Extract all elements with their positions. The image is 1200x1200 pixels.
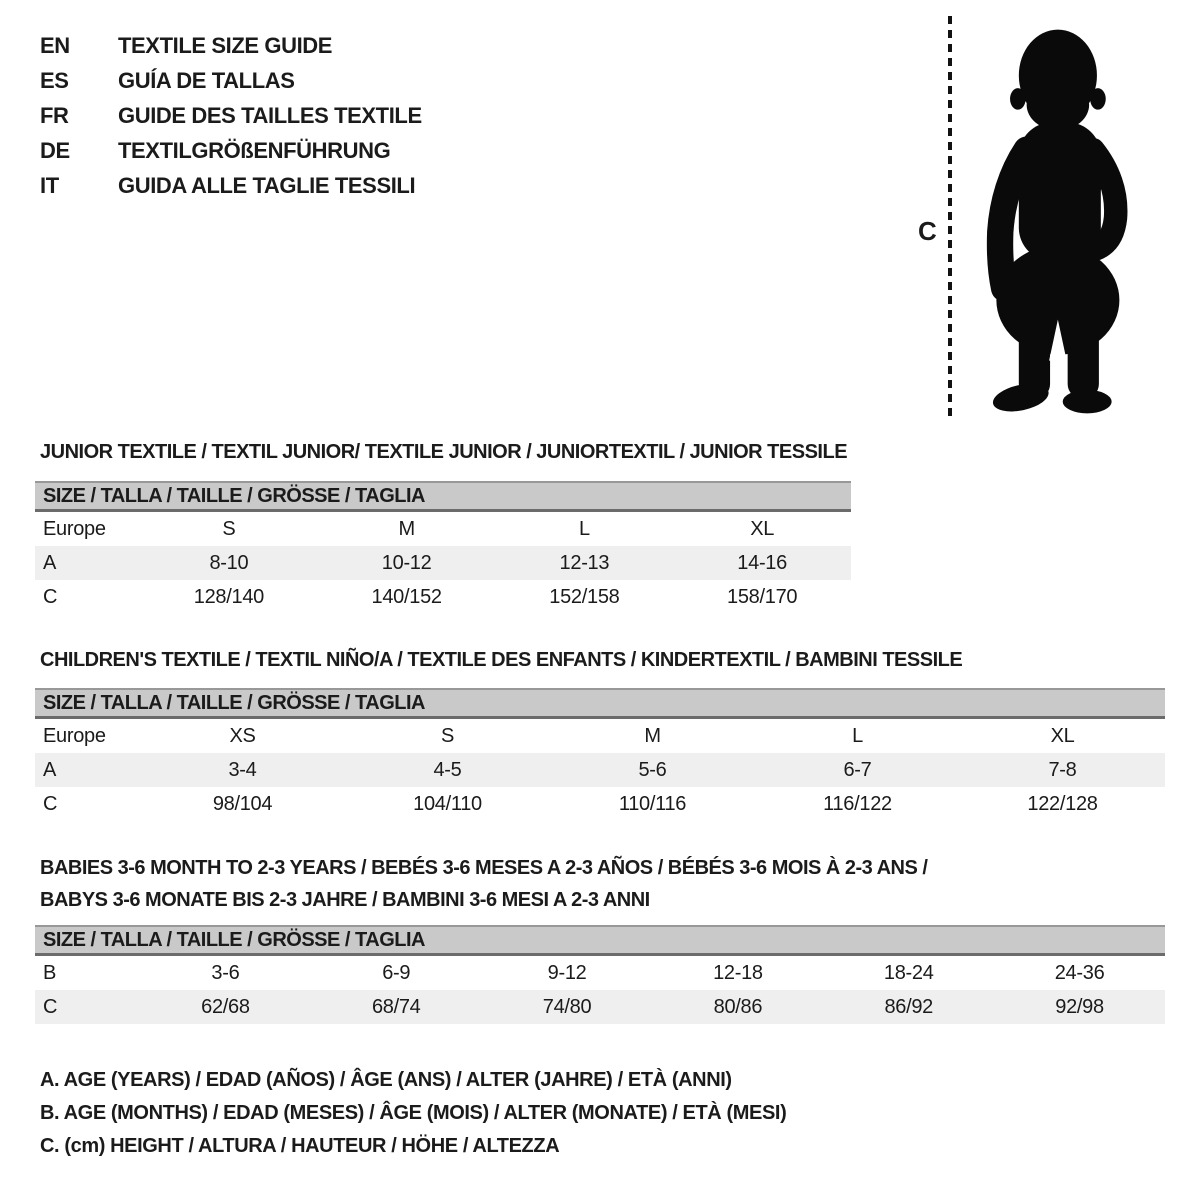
measure-legend	[40, 1064, 786, 1163]
size-cell: 110/116	[618, 792, 687, 815]
size-cell: 12-13	[559, 551, 610, 574]
size-table-rows	[35, 512, 851, 614]
size-cell: S	[440, 724, 455, 747]
size-table-rows	[35, 719, 1165, 821]
size-cell: 7-8	[1048, 758, 1077, 781]
size-cell: 128/140	[193, 585, 264, 608]
size-cell: M	[644, 724, 661, 747]
size-cell: XS	[229, 724, 256, 747]
size-cell: 18-24	[883, 961, 934, 984]
size-table-header: SIZE / TALLA / TAILLE / GRÖSSE / TAGLIA	[35, 688, 1165, 719]
size-cell: XL	[1050, 724, 1075, 747]
guide-title-translation: TEXTILGRÖßENFÜHRUNG	[118, 137, 391, 163]
section-title: BABIES 3-6 MONTH TO 2-3 YEARS / BEBÉS 3-6 MESES A 2-3 AÑOS / BÉBÉS 3-6 MOIS À 2-3 ANS /	[40, 857, 928, 879]
size-table-row	[35, 990, 1165, 1024]
language-row	[40, 98, 422, 133]
height-dashed-line	[948, 16, 952, 422]
row-label: C	[43, 792, 58, 815]
size-section	[35, 852, 1165, 1024]
size-table	[35, 481, 851, 614]
size-cell: S	[222, 517, 236, 540]
language-code: IT	[40, 172, 59, 198]
size-cell: 74/80	[542, 995, 592, 1018]
language-code: EN	[40, 32, 70, 58]
size-table-header: SIZE / TALLA / TAILLE / GRÖSSE / TAGLIA	[35, 925, 1165, 956]
language-code: ES	[40, 67, 69, 93]
size-table-rows	[35, 956, 1165, 1024]
size-table-row	[35, 580, 851, 614]
language-title-block	[40, 28, 422, 203]
language-code: DE	[40, 137, 70, 163]
row-label: Europe	[43, 517, 106, 540]
guide-title-translation: GUIDE DES TAILLES TEXTILE	[118, 102, 422, 128]
size-cell: 3-4	[228, 758, 257, 781]
size-cell: 9-12	[547, 961, 587, 984]
size-table-row	[35, 512, 851, 546]
size-table-row	[35, 719, 1165, 753]
legend-line: C. (cm) HEIGHT / ALTURA / HAUTEUR / HÖHE / ALTEZZA	[40, 1135, 560, 1157]
size-table	[35, 688, 1165, 821]
row-label: A	[43, 758, 57, 781]
row-label: B	[43, 961, 57, 984]
row-label: Europe	[43, 724, 106, 747]
section-title-block	[35, 852, 1165, 916]
size-table	[35, 925, 1165, 1024]
guide-title-translation: TEXTILE SIZE GUIDE	[118, 32, 333, 58]
size-cell: 3-6	[211, 961, 240, 984]
size-cell: 68/74	[371, 995, 421, 1018]
legend-line: B. AGE (MONTHS) / EDAD (MESES) / ÂGE (MOIS) / ALTER (MONATE) / ETÀ (MESI)	[40, 1102, 787, 1124]
size-table-header: SIZE / TALLA / TAILLE / GRÖSSE / TAGLIA	[35, 481, 851, 512]
size-cell: 62/68	[201, 995, 250, 1018]
section-title: CHILDREN'S TEXTILE / TEXTIL NIÑO/A / TEXTILE DES ENFANTS / KINDERTEXTIL / BAMBINI TESSILE	[40, 649, 963, 671]
guide-title-translation: GUÍA DE TALLAS	[118, 67, 295, 93]
size-cell: 140/152	[371, 585, 442, 608]
size-cell: 5-6	[638, 758, 667, 781]
size-cell: 10-12	[381, 551, 432, 574]
size-cell: 152/158	[549, 585, 620, 608]
size-cell: 104/110	[413, 792, 482, 815]
section-title-block	[35, 644, 1165, 676]
size-cell: 4-5	[433, 758, 462, 781]
size-cell: 8-10	[209, 551, 249, 574]
size-cell: 6-7	[843, 758, 872, 781]
size-cell: M	[398, 517, 415, 540]
row-label: A	[43, 551, 57, 574]
size-cell: L	[578, 517, 590, 540]
size-section	[35, 644, 1165, 821]
size-cell: 80/86	[713, 995, 763, 1018]
language-code: FR	[40, 102, 69, 128]
size-cell: 24-36	[1054, 961, 1105, 984]
size-cell: 14-16	[737, 551, 787, 574]
size-table-row	[35, 546, 851, 580]
toddler-silhouette-icon	[970, 20, 1136, 420]
size-table-row	[35, 787, 1165, 821]
row-label: C	[43, 995, 58, 1018]
size-cell: 98/104	[212, 792, 273, 815]
section-title: BABYS 3-6 MONATE BIS 2-3 JAHRE / BAMBINI 3-6 MESI A 2-3 ANNI	[40, 889, 650, 911]
language-row	[40, 133, 422, 168]
legend-line: A. AGE (YEARS) / EDAD (AÑOS) / ÂGE (ANS) / ALTER (JAHRE) / ETÀ (ANNI)	[40, 1069, 732, 1091]
size-cell: 6-9	[382, 961, 411, 984]
language-row	[40, 168, 422, 203]
size-cell: XL	[750, 517, 775, 540]
size-section	[35, 436, 851, 614]
size-table-row	[35, 956, 1165, 990]
size-cell: 122/128	[1027, 792, 1098, 815]
section-title-block	[35, 436, 851, 468]
size-cell: L	[852, 724, 863, 747]
size-cell: 116/122	[823, 792, 892, 815]
size-cell: 158/170	[727, 585, 798, 608]
language-row	[40, 28, 422, 63]
size-cell: 86/92	[884, 995, 934, 1018]
row-label: C	[43, 585, 58, 608]
language-row	[40, 63, 422, 98]
size-cell: 12-18	[713, 961, 763, 984]
height-measure-label: C	[918, 216, 937, 246]
height-measure-figure	[900, 8, 1170, 433]
guide-title-translation: GUIDA ALLE TAGLIE TESSILI	[118, 172, 416, 198]
size-table-row	[35, 753, 1165, 787]
size-cell: 92/98	[1055, 995, 1104, 1018]
section-title: JUNIOR TEXTILE / TEXTIL JUNIOR/ TEXTILE JUNIOR / JUNIORTEXTIL / JUNIOR TESSILE	[40, 441, 848, 463]
